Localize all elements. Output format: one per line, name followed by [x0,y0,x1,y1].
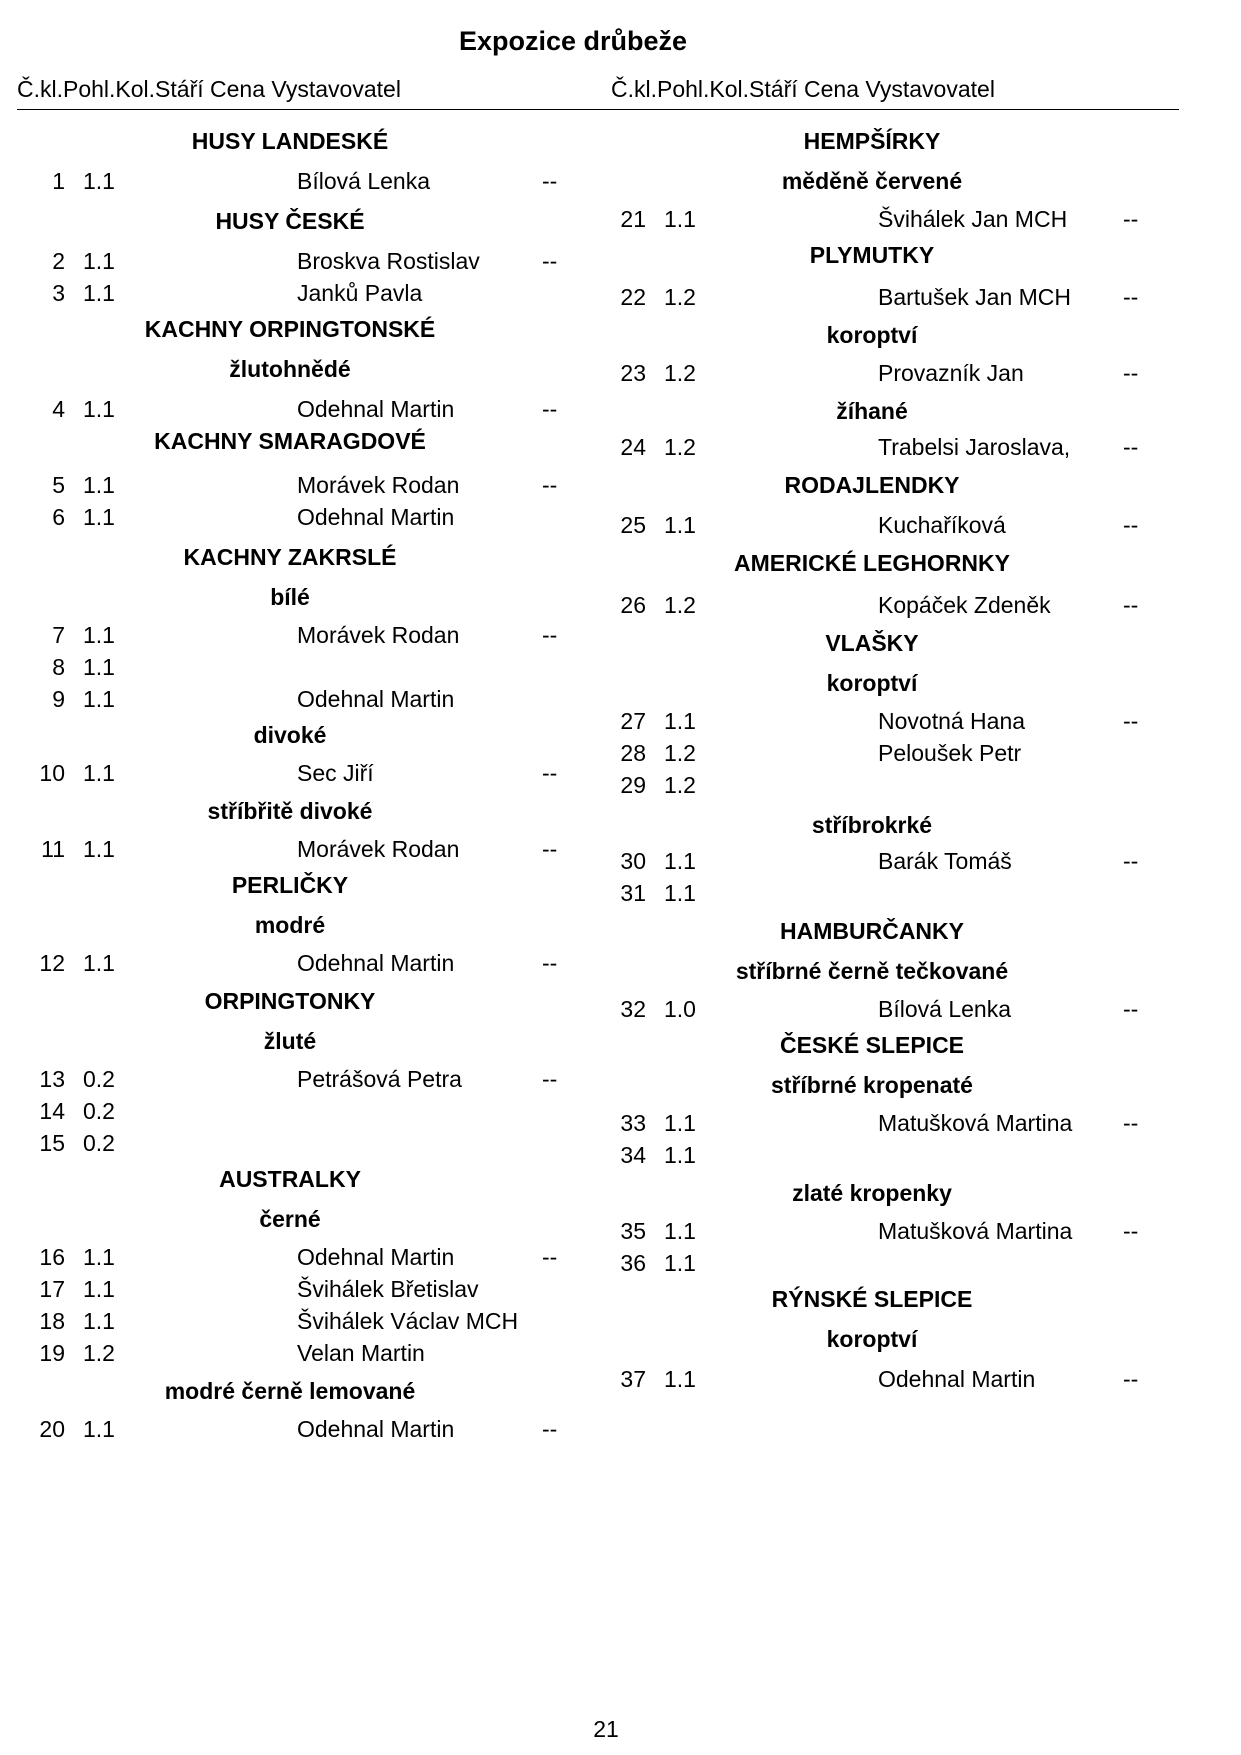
sex-ratio: 1.1 [83,396,115,422]
catalog-number: 8 [52,654,65,680]
exhibitor-name: Trabelsi Jaroslava, [878,434,1071,460]
catalog-number: 29 [620,772,646,798]
price: -- [1123,206,1139,232]
section-heading: žíhané [836,398,908,424]
section-heading: AUSTRALKY [219,1166,361,1192]
catalog-entry-row [581,1142,1181,1172]
catalog-number: 17 [39,1276,65,1302]
catalog-entry-row [0,1066,600,1096]
catalog-number: 10 [39,760,65,786]
catalog-entry-row [0,168,600,198]
catalog-number: 31 [620,880,646,906]
page-number: 21 [593,1716,619,1742]
exhibitor-name: Odehnal Martin [297,396,455,422]
catalog-number: 23 [620,360,646,386]
catalog-number: 13 [39,1066,65,1092]
price: -- [542,1244,558,1270]
exhibitor-name: Sec Jiří [297,760,374,786]
exhibitor-name: Janků Pavla [297,280,423,306]
section-heading: modré [254,912,326,938]
section-heading: žlutohnědé [229,356,351,382]
section-heading: KACHNY ZAKRSLÉ [183,544,397,570]
sex-ratio: 1.1 [83,472,115,498]
catalog-entry-row [0,472,600,502]
sex-ratio: 1.2 [664,592,696,618]
price: -- [542,1066,558,1092]
exhibitor-name: Broskva Rostislav [297,248,480,274]
exhibitor-name: Odehnal Martin [297,504,455,530]
catalog-entry-row [581,1366,1181,1396]
catalog-number: 21 [620,206,646,232]
sex-ratio: 1.1 [664,1250,696,1276]
catalog-entry-row [0,686,600,716]
catalog-entry-row [0,622,600,652]
price: -- [1123,848,1139,874]
catalog-entry-row [581,1110,1181,1140]
catalog-number: 26 [620,592,646,618]
exhibitor-name: Barák Tomáš [878,848,1012,874]
catalog-entry-row [581,740,1181,770]
sex-ratio: 1.2 [664,284,696,310]
exhibitor-name: Švihálek Václav MCH [297,1308,519,1334]
sex-ratio: 1.1 [83,760,115,786]
catalog-entry-row [581,284,1181,314]
sex-ratio: 1.1 [83,1276,115,1302]
catalog-number: 28 [620,740,646,766]
sex-ratio: 1.1 [664,1218,696,1244]
catalog-entry-row [0,248,600,278]
catalog-number: 25 [620,512,646,538]
catalog-number: 6 [52,504,65,530]
exhibitor-name: Morávek Rodan [297,622,460,648]
price: -- [1123,512,1139,538]
catalog-entry-row [581,360,1181,390]
sex-ratio: 1.1 [664,1110,696,1136]
exhibitor-name: Morávek Rodan [297,472,460,498]
sex-ratio: 1.1 [83,1416,115,1442]
price: -- [542,472,558,498]
section-heading: divoké [253,722,327,748]
exhibitor-name: Provazník Jan [878,360,1024,386]
exhibitor-name: Bartušek Jan MCH [878,284,1072,310]
section-heading: PERLIČKY [231,872,349,898]
catalog-entry-row [581,592,1181,622]
catalog-number: 30 [620,848,646,874]
catalog-entry-row [581,1218,1181,1248]
sex-ratio: 1.1 [83,504,115,530]
catalog-number: 3 [52,280,65,306]
exhibitor-name: Odehnal Martin [878,1366,1036,1392]
exhibitor-name: Velan Martin [297,1340,425,1366]
section-heading: žluté [263,1028,317,1054]
sex-ratio: 1.1 [83,280,115,306]
sex-ratio: 1.1 [83,1308,115,1334]
price: -- [542,1416,558,1442]
catalog-entry-row [581,880,1181,910]
section-heading: stříbřitě divoké [207,798,373,824]
catalog-number: 15 [39,1130,65,1156]
sex-ratio: 1.1 [664,880,696,906]
catalog-number: 12 [39,950,65,976]
catalog-number: 36 [620,1250,646,1276]
catalog-number: 16 [39,1244,65,1270]
catalog-number: 33 [620,1110,646,1136]
exhibitor-name: Novotná Hana [878,708,1026,734]
section-heading: koroptví [826,670,918,696]
section-heading: ČESKÉ SLEPICE [779,1032,965,1058]
price: -- [542,396,558,422]
section-heading: HAMBURČANKY [780,918,964,944]
exhibitor-name: Odehnal Martin [297,686,455,712]
catalog-number: 11 [41,836,65,862]
catalog-entry-row [0,950,600,980]
catalog-entry-row [0,1276,600,1306]
section-heading: modré černě lemované [164,1378,416,1404]
exhibitor-name: Bílová Lenka [297,168,430,194]
catalog-entry-row [0,280,600,310]
sex-ratio: 1.1 [83,950,115,976]
sex-ratio: 1.1 [664,512,696,538]
sex-ratio: 1.1 [83,686,115,712]
catalog-number: 19 [39,1340,65,1366]
section-heading: bílé [270,584,310,610]
exhibitor-name: Petrášová Petra [297,1066,462,1092]
catalog-number: 4 [52,396,65,422]
sex-ratio: 1.1 [664,848,696,874]
sex-ratio: 1.2 [664,434,696,460]
sex-ratio: 1.2 [83,1340,115,1366]
catalog-entry-row [581,772,1181,802]
sex-ratio: 1.1 [83,1244,115,1270]
exhibitor-name: Odehnal Martin [297,1244,455,1270]
catalog-entry-row [0,396,600,426]
price: -- [1123,1110,1139,1136]
price: -- [1123,434,1139,460]
column-header-right: Č.kl.Pohl.Kol.Stáří Cena Vystavovatel [611,76,995,102]
catalog-number: 2 [52,248,65,274]
catalog-number: 37 [620,1366,646,1392]
exhibitor-name: Matušková Martina [878,1110,1073,1136]
catalog-number: 18 [39,1308,65,1334]
catalog-entry-row [581,996,1181,1026]
section-heading: zlaté kropenky [792,1180,952,1206]
price: -- [1123,708,1139,734]
price: -- [542,622,558,648]
sex-ratio: 1.1 [83,248,115,274]
exhibitor-name: Morávek Rodan [297,836,460,862]
catalog-number: 7 [52,622,65,648]
catalog-number: 9 [52,686,65,712]
exhibitor-name: Odehnal Martin [297,950,455,976]
exhibitor-name: Odehnal Martin [297,1416,455,1442]
catalog-number: 24 [620,434,646,460]
catalog-number: 32 [620,996,646,1022]
sex-ratio: 0.2 [83,1066,115,1092]
exhibitor-name: Matušková Martina [878,1218,1073,1244]
catalog-number: 34 [620,1142,646,1168]
sex-ratio: 1.1 [664,708,696,734]
catalog-entry-row [0,1244,600,1274]
price: -- [1123,1366,1139,1392]
sex-ratio: 1.1 [664,206,696,232]
exhibitor-name: Peloušek Petr [878,740,1022,766]
section-heading: koroptví [826,1326,918,1352]
section-heading: HUSY LANDESKÉ [191,128,389,154]
catalog-entry-row [0,1098,600,1128]
sex-ratio: 1.1 [83,836,115,862]
section-heading: stříbrné černě tečkované [735,958,1009,984]
exhibitor-name: Švihálek Jan MCH [878,206,1068,232]
catalog-entry-row [581,848,1181,878]
price: -- [1123,360,1139,386]
sex-ratio: 1.0 [664,996,696,1022]
catalog-entry-row [581,434,1181,464]
catalog-number: 5 [52,472,65,498]
section-heading: RODAJLENDKY [784,472,960,498]
price: -- [1123,1218,1139,1244]
exhibitor-name: Švihálek Břetislav [297,1276,479,1302]
section-heading: měděně červené [781,168,963,194]
catalog-number: 1 [52,168,65,194]
catalog-entry-row [581,1250,1181,1280]
section-heading: koroptví [826,322,918,348]
catalog-entry-row [0,1416,600,1446]
header-rule [17,109,1179,110]
section-heading: KACHNY ORPINGTONSKÉ [144,316,436,342]
price: -- [542,950,558,976]
sex-ratio: 1.2 [664,740,696,766]
sex-ratio: 1.1 [83,654,115,680]
price: -- [542,836,558,862]
section-heading: KACHNY SMARAGDOVÉ [154,428,426,454]
price: -- [1123,284,1139,310]
exhibitor-name: Bílová Lenka [878,996,1011,1022]
catalog-entry-row [581,512,1181,542]
section-heading: ORPINGTONKY [204,988,376,1014]
catalog-number: 35 [620,1218,646,1244]
catalog-entry-row [0,504,600,534]
section-heading: černé [259,1206,321,1232]
exhibitor-name: Kopáček Zdeněk [878,592,1051,618]
sex-ratio: 1.1 [664,1366,696,1392]
sex-ratio: 0.2 [83,1098,115,1124]
catalog-number: 22 [620,284,646,310]
catalog-entry-row [0,760,600,790]
sex-ratio: 1.1 [83,622,115,648]
catalog-entry-row [0,1308,600,1338]
sex-ratio: 1.1 [83,168,115,194]
price: -- [1123,592,1139,618]
section-heading: HEMPŠÍRKY [803,128,941,154]
section-heading: VLAŠKY [825,630,919,656]
column-header-left: Č.kl.Pohl.Kol.Stáří Cena Vystavovatel [17,76,401,102]
exhibitor-name: Kuchaříková [878,512,1006,538]
section-heading: PLYMUTKY [809,242,935,268]
sex-ratio: 1.2 [664,360,696,386]
catalog-number: 20 [39,1416,65,1442]
page-title: Expozice drůbeže [458,26,688,56]
catalog-entry-row [581,708,1181,738]
section-heading: HUSY ČESKÉ [215,208,365,234]
catalog-entry-row [0,654,600,684]
catalog-entry-row [581,206,1181,236]
section-heading: stříbrokrké [811,812,933,838]
section-heading: stříbrné kropenaté [771,1072,973,1098]
price: -- [542,248,558,274]
section-heading: AMERICKÉ LEGHORNKY [733,550,1010,576]
catalog-number: 27 [620,708,646,734]
price: -- [542,168,558,194]
section-heading: RÝNSKÉ SLEPICE [771,1286,973,1312]
sex-ratio: 1.2 [664,772,696,798]
catalog-entry-row [0,1130,600,1160]
price: -- [542,760,558,786]
price: -- [1123,996,1139,1022]
sex-ratio: 1.1 [664,1142,696,1168]
catalog-entry-row [0,1340,600,1370]
catalog-entry-row [0,836,600,866]
sex-ratio: 0.2 [83,1130,115,1156]
catalog-number: 14 [39,1098,65,1124]
